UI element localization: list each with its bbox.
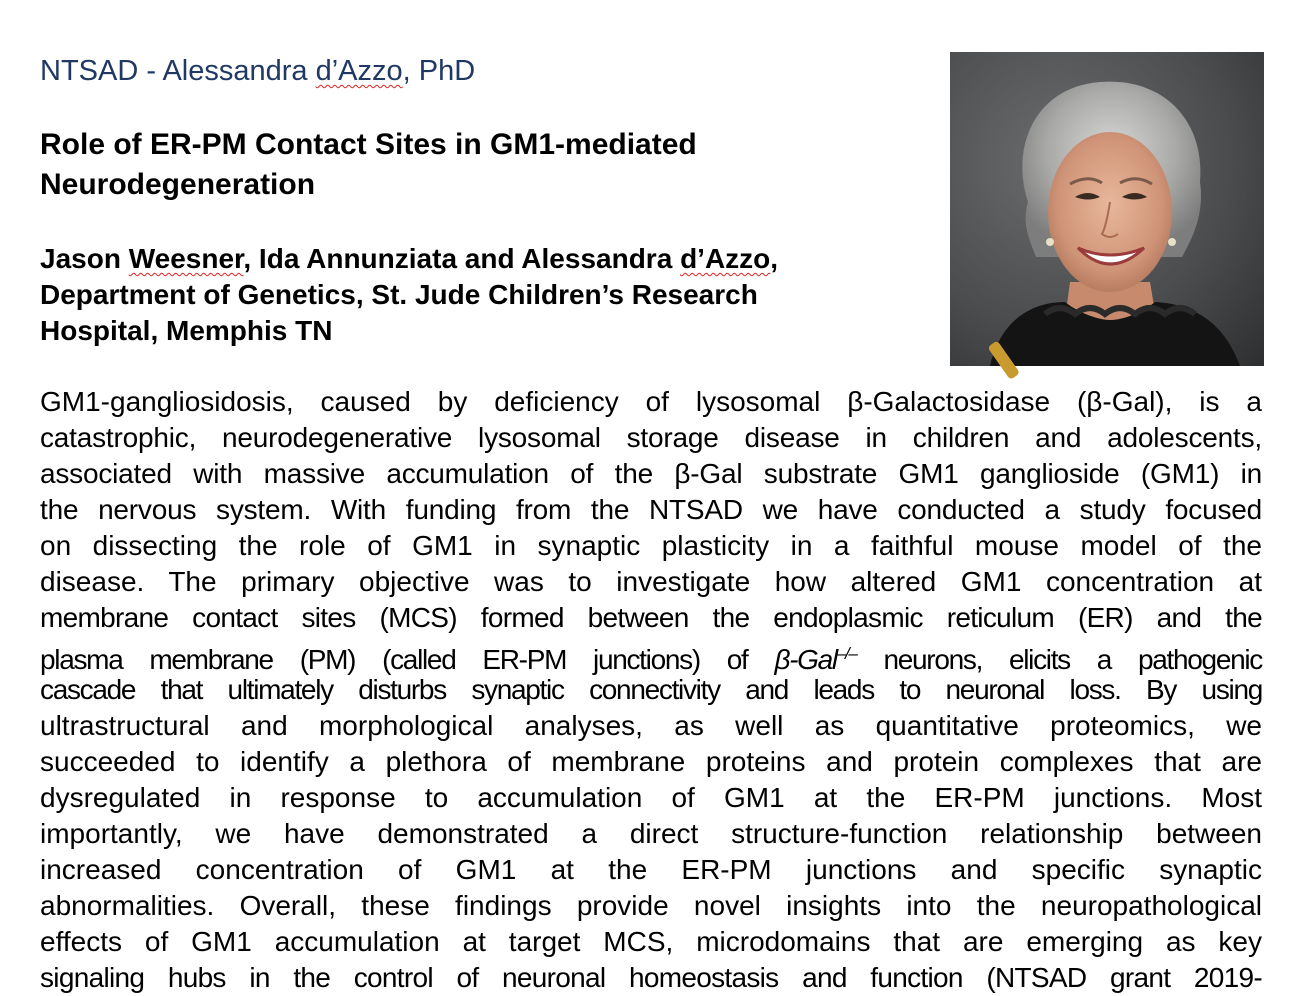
gene-name-italic: β-Gal bbox=[774, 644, 837, 675]
abstract-line: signaling hubs in the control of neuronal homeostasis and function (NTSAD grant 2019- bbox=[40, 962, 1262, 993]
abstract-line: abnormalities. Overall, these findings provide novel insights into the neuropathological bbox=[40, 890, 1262, 921]
header-name-misspelled[interactable]: d’Azzo bbox=[315, 55, 403, 87]
abstract-line: effects of GM1 accumulation at target MCS, microdomains that are emerging as key bbox=[40, 926, 1262, 957]
abstract-line: succeeded to identify a plethora of membrane proteins and protein complexes that are bbox=[40, 746, 1262, 777]
abstract-body bbox=[40, 384, 1262, 996]
header-name-prefix: NTSAD - Alessandra bbox=[40, 55, 316, 87]
header-line bbox=[40, 53, 475, 89]
authors-line-2: Department of Genetics, St. Jude Children’s Research bbox=[40, 279, 758, 310]
author-misspelled-weesner[interactable]: Weesner bbox=[128, 243, 244, 274]
abstract-line: membrane contact sites (MCS) formed between the endoplasmic reticulum (ER) and the bbox=[40, 602, 1262, 633]
author-block bbox=[40, 241, 920, 349]
abstract-line: GM1-gangliosidosis, caused by deficiency of lysosomal β-Galactosidase (β-Gal), is a bbox=[40, 386, 1262, 417]
abstract-line: increased concentration of GM1 at the ER-PM junctions and specific synaptic bbox=[40, 854, 1262, 885]
abstract-line: importantly, we have demonstrated a direct structure-function relationship between bbox=[40, 818, 1262, 849]
author-portrait bbox=[950, 52, 1264, 366]
title-line-1: Role of ER-PM Contact Sites in GM1-mediated bbox=[40, 128, 697, 161]
document-title bbox=[40, 125, 900, 205]
title-line-2: Neurodegeneration bbox=[40, 168, 316, 201]
authors-line-3: Hospital, Memphis TN bbox=[40, 315, 333, 346]
abstract-line bbox=[40, 636, 1262, 675]
abstract-line: cascade that ultimately disturbs synaptic connectivity and leads to neuronal loss. By using bbox=[40, 674, 1262, 705]
portrait-image bbox=[950, 52, 1264, 366]
abstract-line: catastrophic, neurodegenerative lysosomal storage disease in children and adolescents, bbox=[40, 422, 1262, 453]
author-text: , bbox=[770, 243, 779, 274]
abstract-line: ultrastructural and morphological analyses, as well as quantitative proteomics, we bbox=[40, 710, 1262, 741]
abstract-text: neurons, elicits a pathogenic bbox=[856, 644, 1262, 675]
author-misspelled-dazzo[interactable]: d’Azzo bbox=[680, 243, 771, 274]
header-name-suffix: , PhD bbox=[402, 55, 476, 87]
abstract-line: the nervous system. With funding from the NTSAD we have conducted a study focused bbox=[40, 494, 1262, 525]
abstract-text: plasma membrane (PM) (called ER-PM junctions) of bbox=[40, 644, 775, 675]
abstract-line: disease. The primary objective was to investigate how altered GM1 concentration at bbox=[40, 566, 1262, 597]
genotype-superscript: –/– bbox=[836, 644, 857, 663]
abstract-line: on dissecting the role of GM1 in synaptic plasticity in a faithful mouse model of the bbox=[40, 530, 1262, 561]
abstract-line: dysregulated in response to accumulation of GM1 at the ER-PM junctions. Most bbox=[40, 782, 1262, 813]
author-text: Jason bbox=[40, 243, 129, 274]
authors-line-1 bbox=[40, 241, 920, 277]
author-text: , Ida Annunziata and Alessandra bbox=[243, 243, 681, 274]
abstract-line: associated with massive accumulation of the β-Gal substrate GM1 ganglioside (GM1) in bbox=[40, 458, 1262, 489]
